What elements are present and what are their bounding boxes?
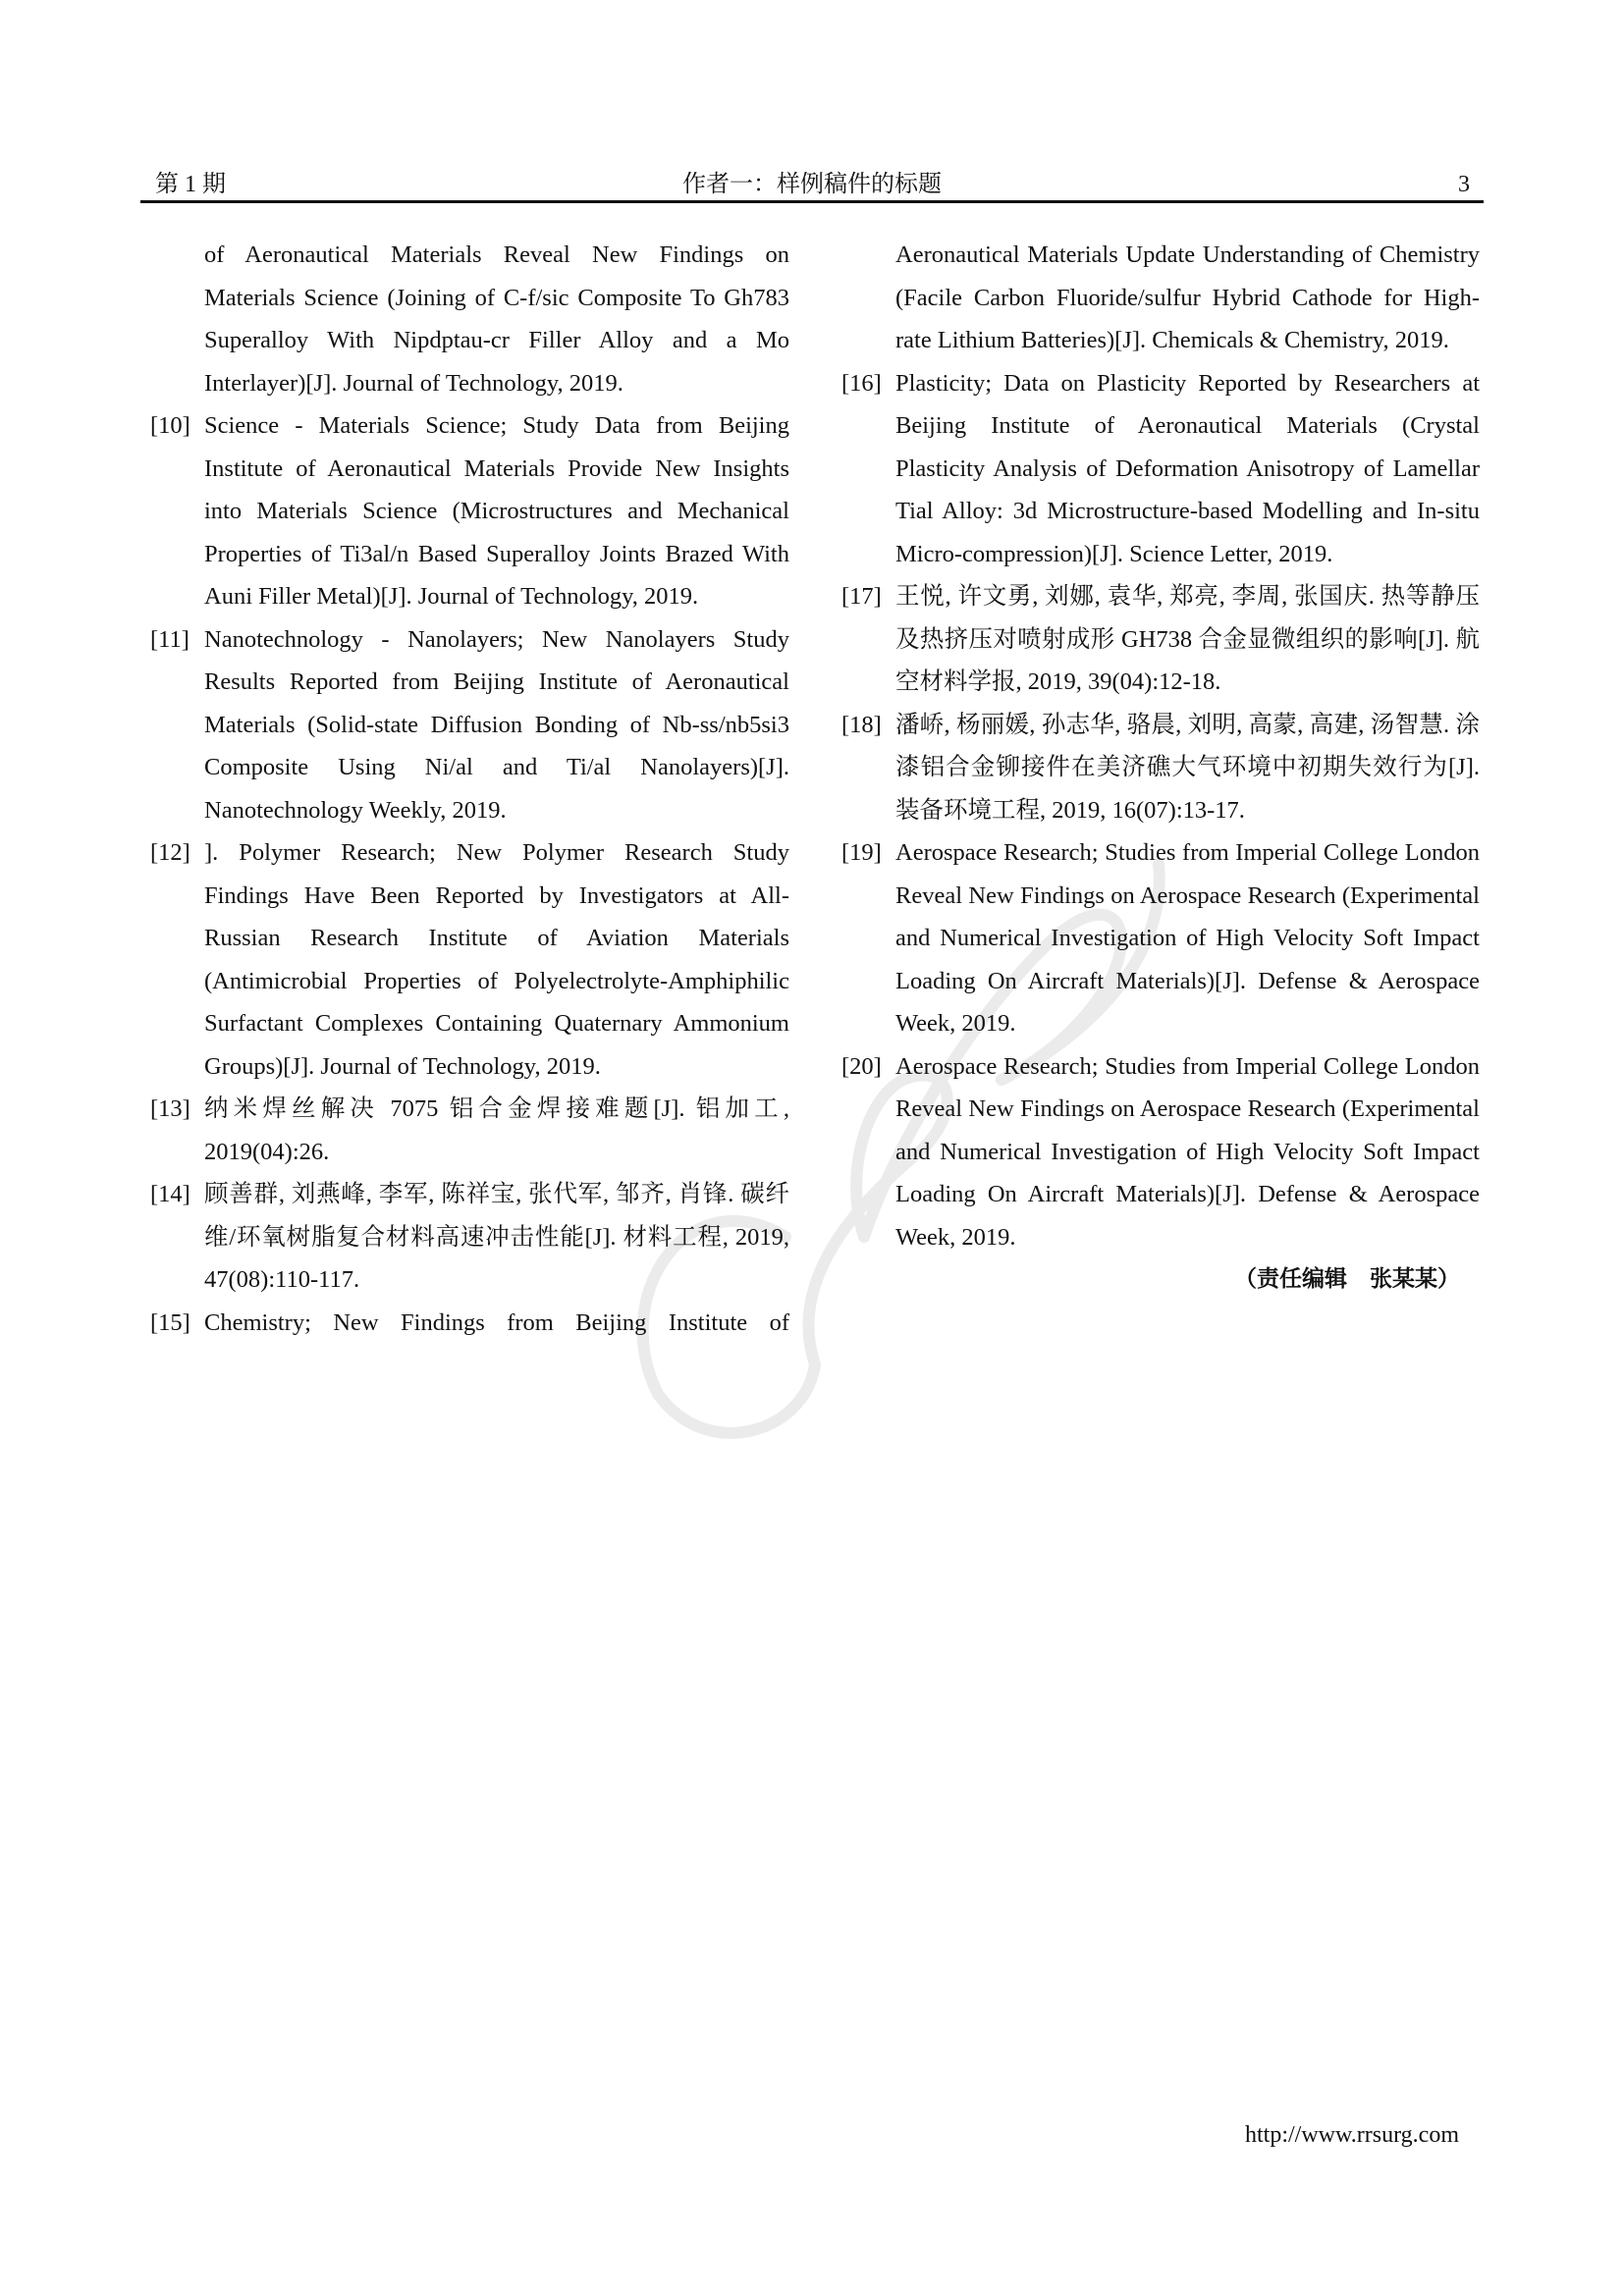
reference-text: Science - Materials Science; Study Data from Beijing Institute of Aeronautical Materials Provide New Insights into Materials Science (Microstructures and Mechanical Properties of Ti3al/n Based Superalloy Joints Brazed With Auni Filler Metal)[J]. Journal of Technology, 2019. [204, 412, 789, 610]
reference-text: 顾善群, 刘燕峰, 李军, 陈祥宝, 张代军, 邹齐, 肖锋. 碳纤维/环氧树脂复合材料高速冲击性能[J]. 材料工程, 2019, 47(08):110-117. [204, 1181, 789, 1293]
running-header [140, 169, 1484, 202]
reference-continuation [150, 234, 789, 404]
reference-item [150, 618, 789, 832]
reference-item [150, 404, 789, 618]
page-number: 3 [1458, 172, 1470, 197]
reference-text: 纳米焊丝解决 7075 铝合金焊接难题[J]. 铝加工, 2019(04):26. [204, 1095, 789, 1165]
reference-text: Aerospace Research; Studies from Imperial College London Reveal New Findings on Aerospace Research (Experimental and Numerical Investigation of High Velocity Soft Impact Loading On Aircraft Materials)[J]. Defense & Aerospace Week, 2019. [895, 839, 1480, 1037]
issue-label: 第 1 期 [155, 172, 226, 197]
reference-number: [19] [841, 839, 882, 866]
reference-item [150, 831, 789, 1088]
reference-number: [15] [150, 1308, 190, 1336]
reference-item [150, 1088, 789, 1173]
reference-number: [14] [150, 1181, 190, 1207]
reference-text: Aerospace Research; Studies from Imperial College London Reveal New Findings on Aerospace Research (Experimental and Numerical Investigation of High Velocity Soft Impact Loading On Aircraft Materials)[J]. Defense & Aerospace Week, 2019. [895, 1052, 1480, 1251]
reference-item [841, 1045, 1480, 1259]
footer-url[interactable]: http://www.rrsurg.com [1245, 2122, 1459, 2148]
reference-text: of Aeronautical Materials Reveal New Findings on Materials Science (Joining of C-f/sic Composite To Gh783 Superalloy With Nipdptau-cr Filler Alloy and a Mo Interlayer)[J]. Journal of Technology, 2019. [204, 241, 789, 397]
reference-number: [20] [841, 1052, 882, 1080]
reference-number: [12] [150, 839, 190, 866]
reference-item [841, 831, 1480, 1045]
reference-text: ]. Polymer Research; New Polymer Research Study Findings Have Been Reported by Investigators at All-Russian Research Institute of Aviation Materials (Antimicrobial Properties of Polyelectrolyte-Amphiphilic Surfactant Complexes Containing Quaternary Ammonium Groups)[J]. Journal of Technology, 2019. [204, 839, 789, 1080]
reference-text: 王悦, 许文勇, 刘娜, 袁华, 郑亮, 李周, 张国庆. 热等静压及热挤压对喷射成形 GH738 合金显微组织的影响[J]. 航空材料学报, 2019, 39(04):12-18. [895, 583, 1480, 695]
reference-number: [10] [150, 412, 190, 439]
responsible-editor: （责任编辑 张某某） [1234, 1266, 1460, 1292]
reference-text: Chemistry; New Findings from Beijing Institute of [204, 1308, 789, 1336]
reference-number: [13] [150, 1095, 190, 1122]
header-rule [140, 200, 1484, 203]
reference-text: Nanotechnology - Nanolayers; New Nanolayers Study Results Reported from Beijing Institute of Aeronautical Materials (Solid-state Diffusion Bonding of Nb-ss/nb5si3 Composite Using Ni/al and Ti/al Nanolayers)[J]. Nanotechnology Weekly, 2019. [204, 625, 789, 824]
reference-continuation [841, 234, 1480, 362]
reference-number: [17] [841, 583, 882, 610]
running-title: 作者一：样例稿件的标题 [682, 172, 942, 197]
reference-item [841, 575, 1480, 704]
reference-text: Aeronautical Materials Update Understanding of Chemistry (Facile Carbon Fluoride/sulfur Hybrid Cathode for High-rate Lithium Batteries)[J]. Chemicals & Chemistry, 2019. [895, 241, 1480, 353]
reference-text: Plasticity; Data on Plasticity Reported by Researchers at Beijing Institute of Aeronautical Materials (Crystal Plasticity Analysis of Deformation Anisotropy of Lamellar Tial Alloy: 3d Microstructure-based Modelling and In-situ Micro-compression)[J]. Science Letter, 2019. [895, 369, 1480, 567]
reference-item [150, 1173, 789, 1302]
right-column [841, 234, 1480, 1302]
reference-item [150, 1302, 789, 1345]
left-column [150, 234, 789, 1344]
reference-number: [11] [150, 625, 189, 653]
reference-item [841, 362, 1480, 576]
reference-item [841, 704, 1480, 832]
reference-number: [18] [841, 711, 882, 738]
reference-number: [16] [841, 369, 882, 397]
reference-text: 潘峤, 杨丽媛, 孙志华, 骆晨, 刘明, 高蒙, 高建, 汤智慧. 涂漆铝合金铆接件在美济礁大气环境中初期失效行为[J]. 装备环境工程, 2019, 16(07):13-17. [895, 711, 1480, 824]
